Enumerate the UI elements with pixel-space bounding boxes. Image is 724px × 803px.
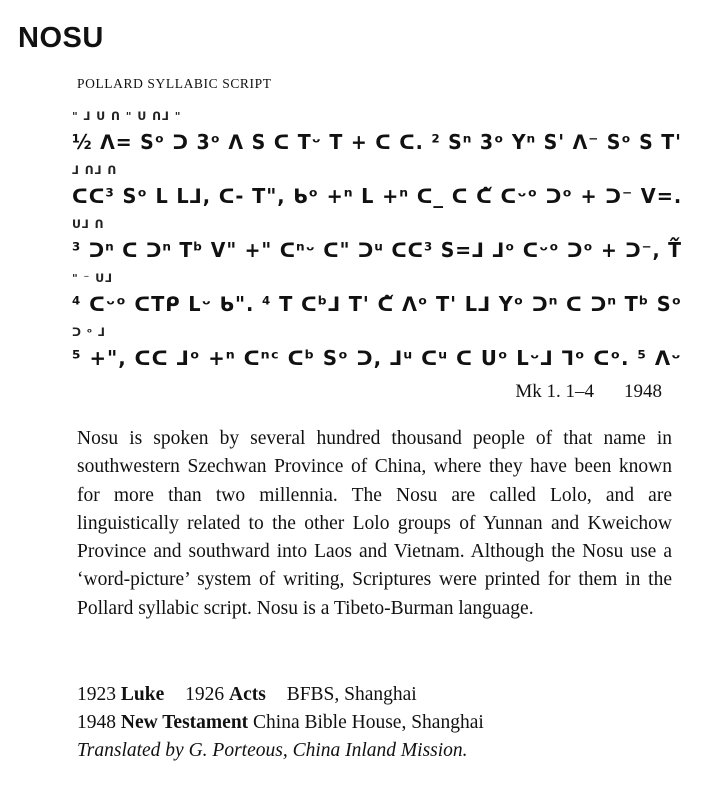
edition-publisher: China Bible House, Shanghai xyxy=(253,712,484,733)
language-title: NOSU xyxy=(18,22,104,54)
script-diacritics: ᑌᒧ ᑎ xyxy=(72,218,105,231)
edition-row-1 xyxy=(77,681,697,709)
script-diacritics: ᑐ ᵒ ᒧ xyxy=(72,326,106,339)
editions-list xyxy=(77,681,697,765)
script-line-3 xyxy=(72,216,683,270)
script-text: ⁴ ᑕᵕᵒ ᑕTᑭ Lᵕ ᑲ". ⁴ T ᑕᵇᒧ T' ᑕ᷉ ᐱᵒ T' Lᒧ Yᵒ ᑐⁿ ᑕ ᑐⁿ Tᵇ Sᵒ xyxy=(72,292,683,316)
translator-credit: Translated by G. Porteous, China Inland Mission. xyxy=(77,740,468,761)
script-line-2 xyxy=(72,162,683,216)
script-text: ⁵ +", ᑕᑕ ᒧᵒ +ⁿ ᑕⁿᶜ ᑕᵇ Sᵒ ᑐ, ᒧᵘ ᑕᵘ ᑕ Uᵒ Lᵕᒧ ᒣᵒ ᑕᵒ. ⁵ ᐱᵕ xyxy=(72,346,682,370)
script-line-5 xyxy=(72,324,682,378)
script-text: ³ ᑐⁿ ᑕ ᑐⁿ Tᵇ V" +" ᑕⁿᵕ ᑕ" ᑐᵘ ᑕᑕ³ S=ᒧ ᒧᵒ ᑕᵕᵒ ᑐᵒ + ᑐ⁻, T᷉ xyxy=(72,238,683,262)
edition-year: 1948 xyxy=(77,712,116,733)
reference-passage: Mk 1. 1–4 xyxy=(515,381,594,402)
script-line-4 xyxy=(72,270,683,324)
script-sample xyxy=(72,108,683,378)
script-text: ½ ᐱ= Sᵒ ᑐ 3ᵒ ᐱ S ᑕ Tᵕ T + ᑕ ᑕ. ² Sⁿ 3ᵒ Yⁿ S' ᐱ⁻ Sᵒ S T' xyxy=(72,130,682,154)
edition-row-2 xyxy=(77,709,697,737)
language-description xyxy=(77,425,672,623)
edition-book: Acts xyxy=(228,684,266,705)
script-diacritics: " ᒧ ᑌ ᑎ " ᑌ ᑎᒧ " xyxy=(72,110,182,123)
description-paragraph: Nosu is spoken by several hundred thousand people of that name in southwestern Szechwan Province of China, where they have been known for more than two millennia. The Nosu are called Lolo, and are linguistically related to the other Lolo groups of Yunnan and Kweichow Province and southward into Laos and Vietnam. Although the Nosu use a ‘word-picture’ system of writing, Scriptures were printed for them in the Pollard syllabic script. Nosu is a Tibeto-Burman language. xyxy=(77,428,672,619)
script-text: ᑕᑕ³ Sᵒ L Lᒧ, ᑕ- T", ᑲᵒ +ⁿ L +ⁿ ᑕ_ ᑕ ᑕ᷉ ᑕᵕᵒ ᑐᵒ + ᑐ⁻ V=. xyxy=(72,184,683,208)
scripture-reference xyxy=(515,381,662,403)
edition-book: Luke xyxy=(120,684,165,705)
reference-year: 1948 xyxy=(624,381,662,402)
script-name: POLLARD SYLLABIC SCRIPT xyxy=(77,76,272,91)
edition-book: New Testament xyxy=(120,712,249,733)
script-diacritics: " ⁻ ᑌᒧ xyxy=(72,272,114,285)
edition-year: 1923 xyxy=(77,684,116,705)
edition-publisher: BFBS, Shanghai xyxy=(286,684,417,705)
script-diacritics: ᒧ ᑎᒧ ᑎ xyxy=(72,164,118,177)
script-line-1 xyxy=(72,108,682,162)
edition-year: 1926 xyxy=(185,684,225,705)
